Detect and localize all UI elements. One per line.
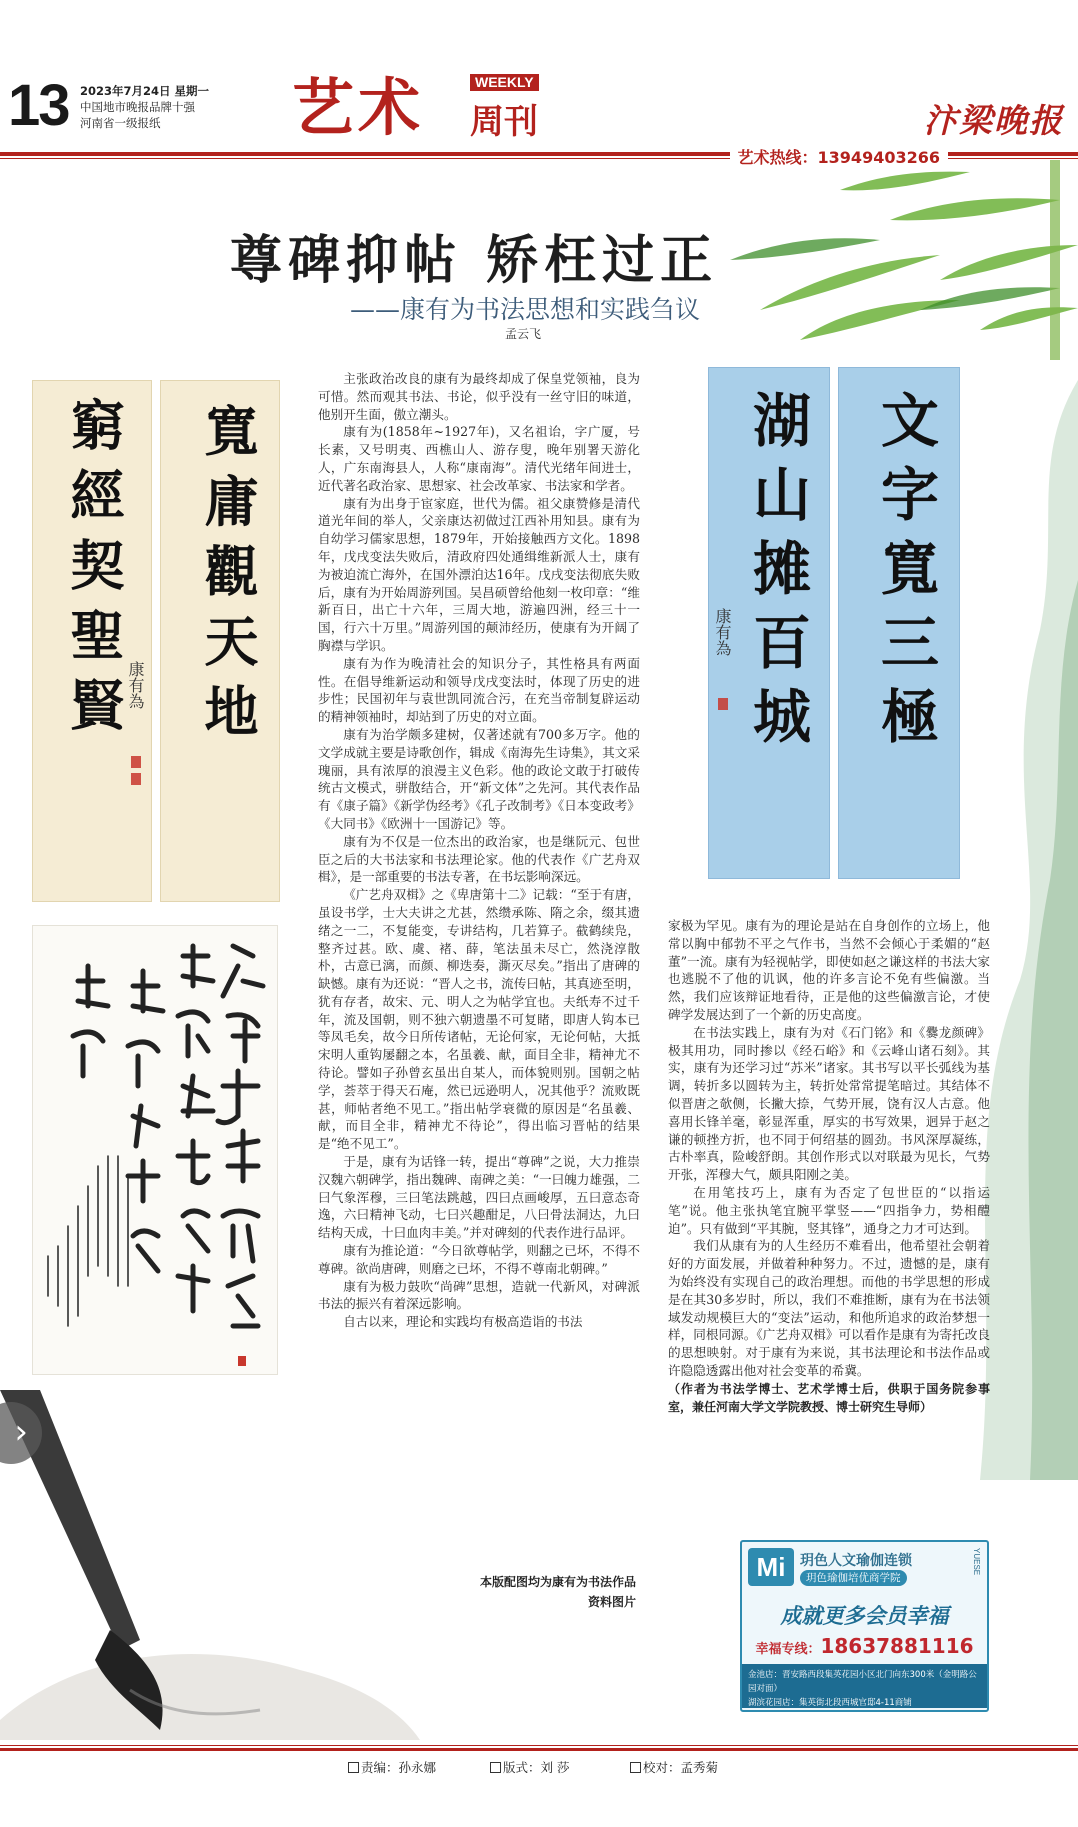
brand-zhoukan: 周刊 (470, 102, 538, 142)
paragraph: 康有为(1858年~1927年)，又名祖诒，字广厦，号长素，又号明夷、西樵山人、游存叟，晚年别署天游化人，广东南海县人，人称“康南海”。清代光绪年间进士，近代著名政治家、思想家、社会改革家、书法家和学者。 (318, 424, 640, 493)
paragraph: 康有为作为晚清社会的知识分子，其性格具有两面性。在倡导维新运动和领导戊戌变法时，体现了历史的进步性；民国初年与袁世凯同流合污，在充当帝制复辟运动的精神领袖时，却站到了历史的对立面。 (318, 655, 640, 725)
artwork-right-couplet-b (708, 367, 830, 879)
paragraph: 家极为罕见。康有为的理论是站在自身创作的立场上，他常以胸中郁勃不平之气作书，当然不会倾心于柔媚的“赵董”一流。康有为轻视帖学，即使如赵之谦这样的书法大家也逃脱不了他的讥讽，他的许多言论不免有些偏激。当然，我们应该辩证地看待，正是他的这些偏激言论，才使碑学发展达到了一个新的历史高度。 (668, 918, 990, 1022)
paragraph: 于是，康有为话锋一转，提出“尊碑”之说，大力推崇汉魏六朝碑学，指出魏碑、南碑之美：“一曰魄力雄强，二曰气象浑穆，三曰笔法跳越，四曰点画峻厚，五曰意态奇逸，六曰精神飞动，七曰兴趣酣足，八曰骨法洞达，九曰结构天成，十曰血肉丰美。”并对碑刻的代表作进行品评。 (318, 1154, 640, 1241)
article-title: 尊碑抑帖 矫枉过正 (230, 231, 719, 291)
ad-address-line: 湖滨花园店：集英街北段西城官邸4-11商铺 (748, 1698, 912, 1708)
ad-address-line: 金池店：晋安路西段集英花园小区北门向东300米（金明路公园对面） (748, 1670, 977, 1694)
ad-phone (742, 1634, 987, 1658)
next-page-arrow-icon[interactable]: › (0, 1402, 42, 1464)
footer-editor-text: 责编：孙永娜 (361, 1760, 437, 1775)
art-hotline: 艺术热线：13949403266 (730, 145, 948, 168)
brush-decoration (0, 1390, 420, 1740)
footer-layout (490, 1758, 569, 1776)
ad-slogan: 成就更多会员幸福 (780, 1604, 949, 1628)
image-caption (440, 1572, 636, 1612)
article-column-2 (668, 917, 990, 1416)
paragraph: 康有为治学颇多建树，仅著述就有700多万字。他的文学成就主要是诗歌创作，辑成《南海先生诗集》，其文采瑰丽，具有浓厚的浪漫主义色彩。他的政论文敢于打破传统古文模式，骈散结合，开“新文体”之先河。其代表作品有《康子篇》《新学伪经考》《孔子改制考》《日本变政考》《大同书》《欧洲十一国游记》等。 (318, 726, 640, 831)
paragraph: 在用笔技巧上，康有为否定了包世臣的“以指运笔”说。他主张执笔宜腕平掌竖——“四指争力，势相醴迫”。只有做到“平其腕，竖其锋”，通身之力才可达到。 (668, 1184, 990, 1236)
couplet-text: 寬庸觀天地 (196, 403, 260, 753)
seal-icon (131, 773, 141, 785)
checkbox-icon (490, 1762, 501, 1773)
section-brand (292, 58, 582, 148)
paragraph: 康有为极力鼓吹“尚碑”思想，造就一代新风，对碑派书法的振兴有着深远影响。 (318, 1278, 640, 1312)
paragraph: 《广艺舟双楫》之《卑唐第十二》记载：“至于有唐，虽设书学，士大夫讲之尤甚，然缵承陈、隋之余，缀其遗绪之一二，不复能变，专讲结构，几若算子。截鹤续凫，整齐过甚。欧、虞、褚、薛，笔法虽未尽亡，然浇淳散朴，古意已漓，而颜、柳迭奏，澌灭尽矣。”指出了唐碑的缺憾。康有为还说：“晋人之书，流传曰帖，其真迹至明，犹有存者，故宋、元、明人之为帖学宜也。夫纸寿不过千年，流及国朝，则不独六朝遗墨不可复睹，即唐人钩本已等凤毛矣，故今日所传诸帖，无论何家，无论何帖，大抵宋明人重钩屡翻之本，名虽羲、献，面目全非，精神尤不待论。譬如子孙曾玄虽出自某人，而体貌则别。国朝之帖学，荟萃于得天石庵，然已远逊明人，况其他乎？流败既甚，师帖者绝不见工。”指出帖学衰微的原因是“名虽羲、献，而目全非，精神尤不待论”，得出临习晋帖的结果是“绝不见工”。 (318, 887, 640, 1152)
article-column-1 (318, 370, 640, 1331)
page-number: 13 (8, 73, 69, 138)
footer-rule-thick (0, 1748, 1078, 1751)
paragraph: 自古以来，理论和实践均有极高造诣的书法 (343, 1314, 583, 1330)
paragraph: 我们从康有为的人生经历不难看出，他希望社会朝着好的方面发展，并做着种种努力。不过，遗憾的是，康有为始终没有实现自己的政治理想。而他的书学思想的形成是在其30多岁时，所以，我们不难推断，康有为在书法领域发动规模巨大的“变法”运动，和他所追求的政治梦想一样，同根同源。《广艺舟双楫》可以看作是康有为寄托改良的思想映射。对于康有为来说，其书法理论和书法作品或许隐隐透露出他对社会变革的希冀。 (668, 1238, 990, 1378)
tagline-brand: 中国地市晚报品牌十强 (80, 100, 195, 114)
checkbox-icon (630, 1762, 641, 1773)
signature: 康有為 (713, 608, 732, 656)
ad-sub-brand: 玥色瑜伽培优商学院 (800, 1570, 907, 1586)
calligraphy-scroll-brushwork (33, 926, 277, 1374)
couplet-text: 文字寬三極 (871, 390, 939, 760)
newspaper-logo: 汴梁晚报 (924, 101, 1064, 140)
paragraph: 主张政治改良的康有为最终却成了保皇党领袖，良为可惜。然而观其书法、书论，似乎没有一丝守旧的味道，他别开生面，傲立潮头。 (318, 371, 640, 422)
footer-proof-text: 校对：孟秀菊 (643, 1760, 719, 1775)
artwork-scroll (32, 925, 278, 1375)
footer-layout-text: 版式：刘 莎 (503, 1760, 570, 1775)
paragraph: 康有为推论道：“今日欲尊帖学，则翻之已坏，不得不尊碑。欲尚唐碑，则磨之已坏，不得不尊南北朝碑。” (318, 1243, 640, 1276)
footer-rule (0, 1745, 1078, 1746)
signature: 康有為 (126, 661, 145, 709)
paragraph: 在书法实践上，康有为对《石门铭》和《爨龙颜碑》极其用功，同时掺以《经石峪》和《云峰山诸石刻》。其实，康有为还学习过“苏米”诸家。其书写以平长弧线为基调，转折多以圆转为主，转折处常常提笔暗过。其结体不似晋唐之欹侧，长撇大捺，气势开展，饶有汉人古意。他喜用长锋羊毫，彰显浑重，厚实的书写效果，迥异于赵之谦的顿挫方折，也不同于何绍基的圆劲。书风深厚凝练，古朴率真，险峻舒朗。其创作形式以对联最为见长，气势开张，浑穆大气，颇具阳刚之美。 (668, 1024, 990, 1183)
seal-icon (718, 698, 728, 710)
footer-editor (348, 1758, 436, 1776)
paragraph: 康有为不仅是一位杰出的政治家，也是继阮元、包世臣之后的大书法家和书法理论家。他的代表作《广艺舟双楫》，是一部重要的书法专著，在书坛影响深远。 (318, 833, 640, 885)
ad-phone-label: 幸福专线： (755, 1642, 821, 1657)
advertisement[interactable] (740, 1540, 989, 1712)
brand-weekly: WEEKLY (470, 74, 539, 91)
author-bio: （作者为书法学博士、艺术学博士后，供职于国务院参事室，兼任河南大学文学院教授、博士研究生导师） (668, 1381, 990, 1414)
footer-proof (630, 1758, 718, 1776)
caption-credit: 资料图片 (587, 1595, 636, 1609)
tagline-level: 河南省一级报纸 (80, 116, 161, 130)
ad-address (742, 1664, 987, 1708)
checkbox-icon (348, 1762, 359, 1773)
ad-logo: Mi (748, 1548, 794, 1586)
couplet-text: 湖山摊百城 (743, 390, 811, 760)
issue-date: 2023年7月24日 星期一 (80, 84, 210, 98)
ad-brand-name: 玥色人文瑜伽连锁 (800, 1553, 912, 1569)
paragraph: 康有为出身于宦家庭，世代为儒。祖父康赞修是清代道光年间的举人，父亲康达初做过江西补用知县。康有为自幼学习儒家思想，1879年，开始接触西方文化。1898年，戊戌变法失败后，清政府四处通缉维新派人士，康有为被迫流亡海外，在国外漂泊达16年。戊戌变法彻底失败后，康有为开始周游列国。吴昌硕曾给他刻一枚印章：“维新百日，出亡十六年，三周大地，游遍四洲，经三十一国，行六十万里。”周游列国的颠沛经历，使康有为开阔了胸襟与学识。 (318, 495, 640, 653)
couplet-text: 窮經契聖賢 (62, 397, 126, 747)
ad-vertical-text: YUESE (972, 1548, 981, 1576)
artwork-left-couplet-b (32, 380, 152, 902)
caption-line: 本版配图均为康有为书法作品 (479, 1575, 636, 1589)
ad-phone-number: 18637881116 (820, 1634, 974, 1658)
brand-art: 艺术 (292, 71, 425, 144)
artwork-left-couplet-a (160, 380, 280, 902)
seal-icon (131, 756, 141, 768)
article-author: 孟云飞 (505, 327, 542, 341)
article-subtitle: ——康有为书法思想和实践刍议 (350, 295, 701, 324)
issue-meta (80, 83, 270, 131)
